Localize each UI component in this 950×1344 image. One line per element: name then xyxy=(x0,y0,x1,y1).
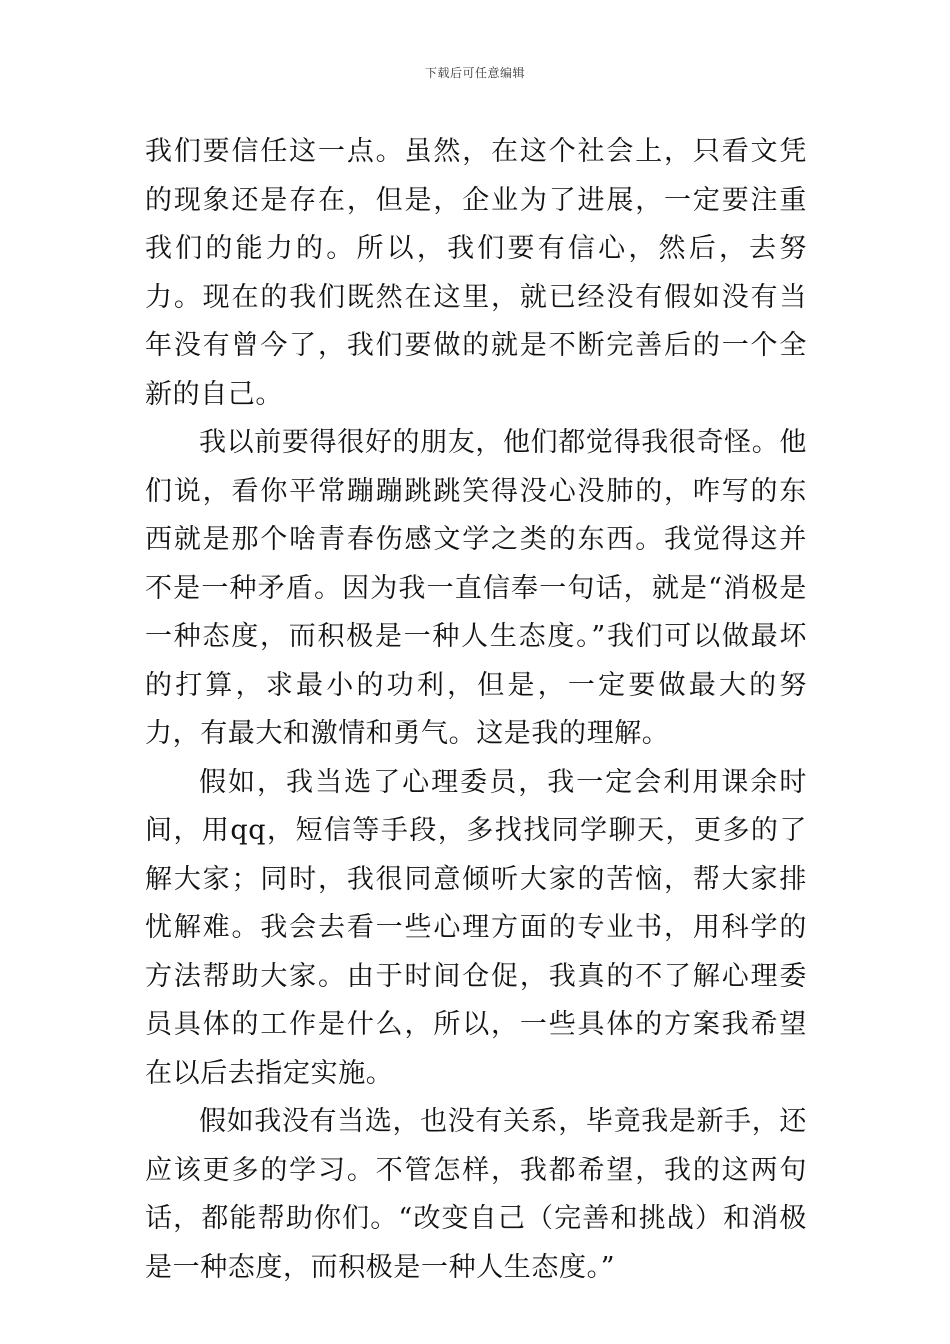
paragraph-2: 我以前要得很好的朋友，他们都觉得我很奇怪。他们说，看你平常蹦蹦跳跳笑得没心没肺的，咋写的东西就是那个啥青春伤感文学之类的东西。我觉得这并不是一种矛盾。因为我一直信奉一句话，就是“消极是一种态度，而积极是一种人生态度。”我们可以做最坏的打算，求最小的功利，但是，一定要做最大的努力，有最大和激情和勇气。这是我的理解。 xyxy=(145,427,807,749)
paragraph-1: 我们要信任这一点。虽然，在这个社会上，只看文凭的现象还是存在，但是，企业为了进展，一定要注重我们的能力的。所以，我们要有信心，然后，去努力。现在的我们既然在这里，就已经没有假如没有当年没有曾今了，我们要做的就是不断完善后的一个全新的自己。 xyxy=(145,136,807,410)
header-note: 下载后可任意编辑 xyxy=(424,66,525,80)
document-body xyxy=(145,128,807,1292)
paragraph-4: 假如我没有当选，也没有关系，毕竟我是新手，还应该更多的学习。不管怎样，我都希望，我的这两句话，都能帮助你们。“改变自己（完善和挑战）和消极是一种态度，而积极是一种人生态度。” xyxy=(145,1106,807,1283)
paragraph-3: 假如，我当选了心理委员，我一定会利用课余时间，用qq，短信等手段，多找找同学聊天，更多的了解大家；同时，我很同意倾听大家的苦恼，帮大家排忧解难。我会去看一些心理方面的专业书，用科学的方法帮助大家。由于时间仓促，我真的不了解心理委员具体的工作是什么，所以，一些具体的方案我希望在以后去指定实施。 xyxy=(145,766,807,1089)
